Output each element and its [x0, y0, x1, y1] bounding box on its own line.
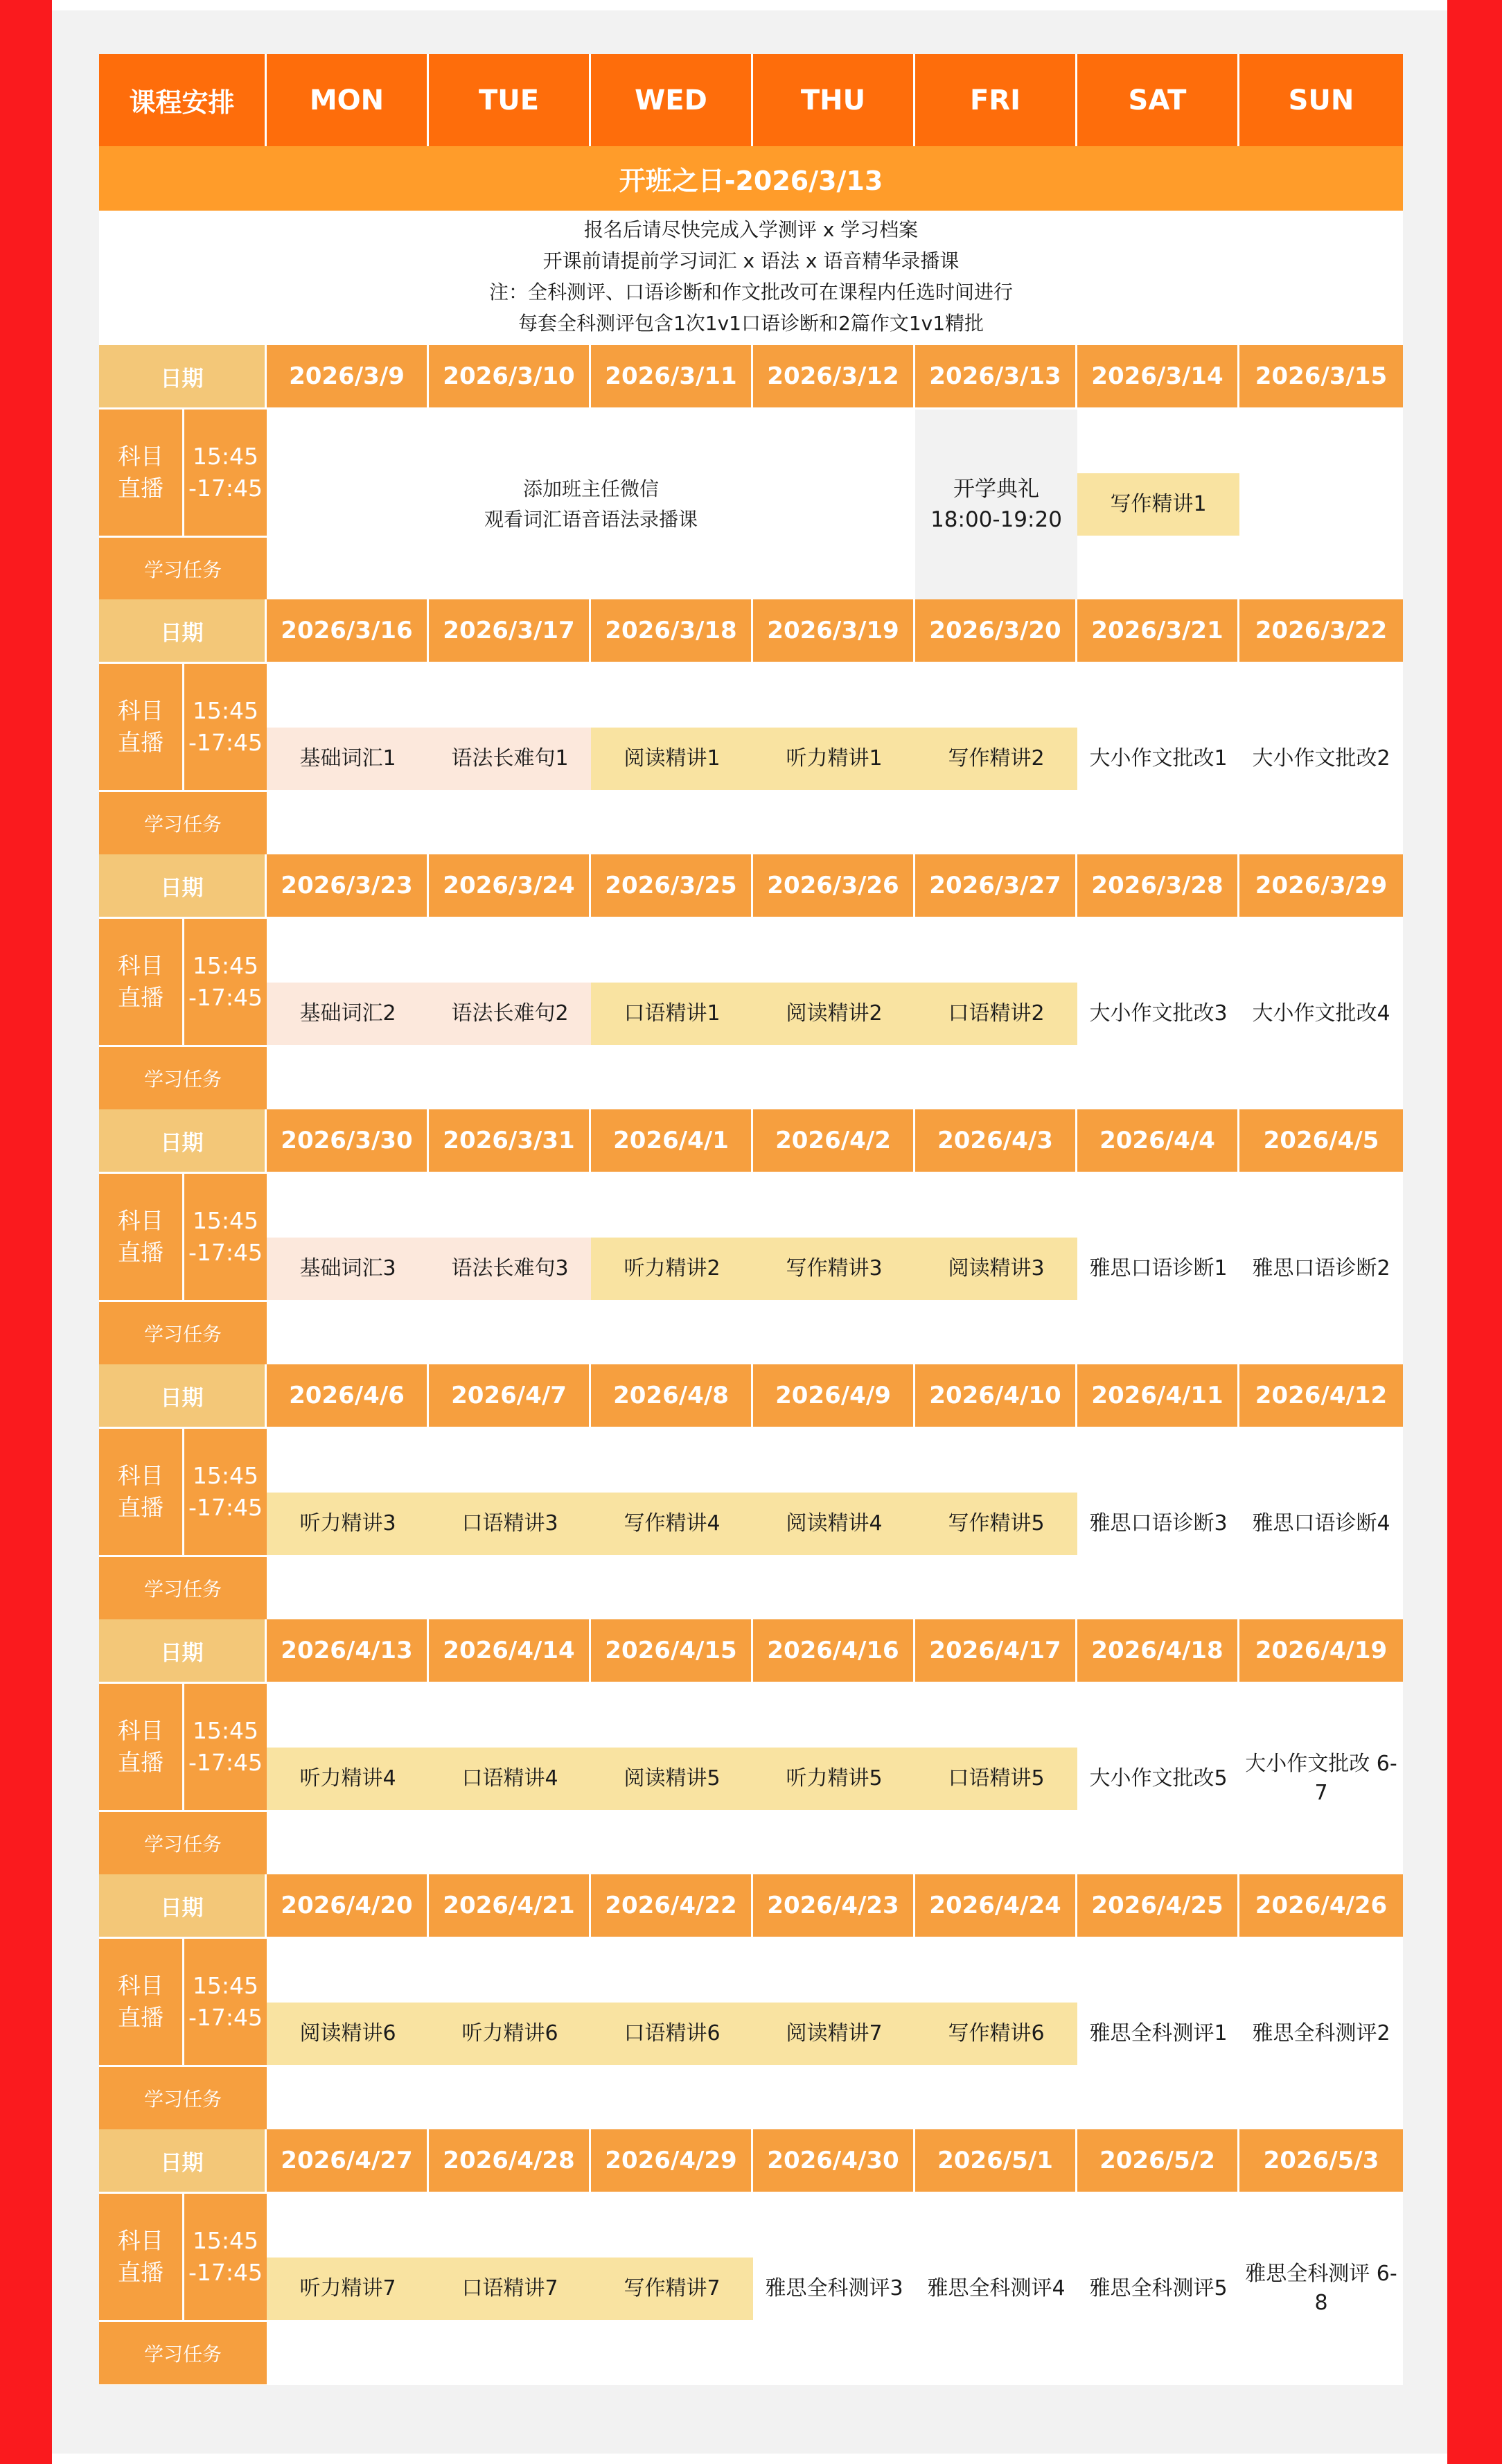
subject-live-label: 科目 直播 — [99, 919, 182, 1045]
date-cell: 2026/4/26 — [1239, 1874, 1403, 1937]
note-line: 报名后请尽快完成入学测评 x 学习档案 — [583, 218, 919, 241]
date-cell: 2026/3/10 — [429, 345, 591, 407]
course-cell: 写作精讲5 — [915, 1493, 1077, 1555]
date-cell: 2026/4/6 — [267, 1364, 429, 1427]
date-label: 日期 — [99, 854, 267, 917]
header-day-tue: TUE — [429, 54, 591, 146]
onboarding-task: 添加班主任微信 观看词汇语音语法录播课 — [267, 410, 915, 599]
study-task-label: 学习任务 — [99, 2320, 267, 2384]
course-cell: 写作精讲3 — [753, 1238, 915, 1300]
date-cell: 2026/4/14 — [429, 1619, 591, 1682]
course-cell: 听力精讲7 — [267, 2258, 429, 2320]
date-label: 日期 — [99, 1364, 267, 1427]
date-cell: 2026/4/11 — [1077, 1364, 1239, 1427]
date-cell: 2026/3/11 — [591, 345, 753, 407]
date-cell: 2026/3/21 — [1077, 599, 1239, 662]
course-cell: 大小作文批改1 — [1077, 728, 1239, 790]
study-task-label: 学习任务 — [99, 1300, 267, 1364]
header-day-sat: SAT — [1077, 54, 1239, 146]
date-cell: 2026/4/12 — [1239, 1364, 1403, 1427]
date-cell: 2026/3/17 — [429, 599, 591, 662]
date-cell: 2026/4/27 — [267, 2129, 429, 2192]
live-time-label: 15:45 -17:45 — [182, 1939, 267, 2065]
live-time-label: 15:45 -17:45 — [182, 2194, 267, 2320]
date-cell: 2026/4/1 — [591, 1109, 753, 1172]
course-cell: 写作精讲4 — [591, 1493, 753, 1555]
course-cell: 雅思口语诊断3 — [1077, 1493, 1239, 1555]
course-cell: 口语精讲7 — [429, 2258, 591, 2320]
header-day-sun: SUN — [1239, 54, 1403, 146]
course-cell: 大小作文批改4 — [1239, 983, 1403, 1045]
date-cell: 2026/4/18 — [1077, 1619, 1239, 1682]
date-cell: 2026/3/15 — [1239, 345, 1403, 407]
date-cell: 2026/4/28 — [429, 2129, 591, 2192]
course-cell: 语法长难句3 — [429, 1238, 591, 1300]
date-cell: 2026/3/30 — [267, 1109, 429, 1172]
study-task-label: 学习任务 — [99, 1555, 267, 1619]
course-cell: 雅思口语诊断2 — [1239, 1238, 1403, 1300]
live-time-label: 15:45 -17:45 — [182, 1174, 267, 1300]
live-time-label: 15:45 -17:45 — [182, 1429, 267, 1555]
date-label: 日期 — [99, 2129, 267, 2192]
course-cell: 听力精讲6 — [429, 2003, 591, 2065]
date-cell: 2026/4/10 — [915, 1364, 1077, 1427]
live-time-label: 15:45 -17:45 — [182, 919, 267, 1045]
date-cell: 2026/4/19 — [1239, 1619, 1403, 1682]
course-cell: 基础词汇2 — [267, 983, 429, 1045]
live-time-label: 15:45 -17:45 — [182, 664, 267, 790]
course-cell: 听力精讲4 — [267, 1748, 429, 1810]
course-cell: 基础词汇1 — [267, 728, 429, 790]
date-cell: 2026/3/18 — [591, 599, 753, 662]
date-label: 日期 — [99, 1874, 267, 1937]
left-red-border — [0, 0, 52, 2464]
course-cell: 听力精讲2 — [591, 1238, 753, 1300]
course-cell: 听力精讲3 — [267, 1493, 429, 1555]
course-cell: 写作精讲6 — [915, 2003, 1077, 2065]
course-cell: 雅思全科测评3 — [753, 2258, 915, 2320]
date-cell: 2026/4/25 — [1077, 1874, 1239, 1937]
date-cell: 2026/3/26 — [753, 854, 915, 917]
right-red-border — [1447, 0, 1502, 2464]
course-cell: 大小作文批改5 — [1077, 1748, 1239, 1810]
date-cell: 2026/4/21 — [429, 1874, 591, 1937]
header-day-mon: MON — [267, 54, 429, 146]
note-line: 注：全科测评、口语诊断和作文批改可在课程内任选时间进行 — [488, 281, 1013, 303]
course-cell: 雅思全科测评4 — [915, 2258, 1077, 2320]
study-task-label: 学习任务 — [99, 790, 267, 854]
course-cell: 语法长难句2 — [429, 983, 591, 1045]
date-cell: 2026/4/3 — [915, 1109, 1077, 1172]
header-corner: 课程安排 — [99, 54, 267, 146]
date-cell: 2026/5/3 — [1239, 2129, 1403, 2192]
date-cell: 2026/4/29 — [591, 2129, 753, 2192]
subject-live-label: 科目 直播 — [99, 2194, 182, 2320]
date-cell: 2026/4/30 — [753, 2129, 915, 2192]
course-cell: 写作精讲7 — [591, 2258, 753, 2320]
study-task-label: 学习任务 — [99, 536, 267, 599]
study-task-label: 学习任务 — [99, 2065, 267, 2129]
course-cell: 阅读精讲4 — [753, 1493, 915, 1555]
date-cell: 2026/4/23 — [753, 1874, 915, 1937]
subject-live-label: 科目 直播 — [99, 664, 182, 790]
note-line: 每套全科测评包含1次1v1口语诊断和2篇作文1v1精批 — [518, 312, 984, 335]
date-cell: 2026/5/1 — [915, 2129, 1077, 2192]
date-cell: 2026/3/12 — [753, 345, 915, 407]
course-cell: 大小作文批改3 — [1077, 983, 1239, 1045]
date-label: 日期 — [99, 599, 267, 662]
date-cell: 2026/3/23 — [267, 854, 429, 917]
date-cell: 2026/3/28 — [1077, 854, 1239, 917]
study-task-label: 学习任务 — [99, 1045, 267, 1109]
opening-ceremony: 开学典礼 18:00-19:20 — [915, 410, 1077, 599]
course-cell: 雅思口语诊断1 — [1077, 1238, 1239, 1300]
live-time-label: 15:45 -17:45 — [182, 1684, 267, 1810]
course-cell: 阅读精讲7 — [753, 2003, 915, 2065]
date-label: 日期 — [99, 1109, 267, 1172]
opening-day-banner: 开班之日-2026/3/13 — [99, 146, 1403, 211]
header-day-thu: THU — [753, 54, 915, 146]
date-cell: 2026/3/27 — [915, 854, 1077, 917]
course-cell: 口语精讲2 — [915, 983, 1077, 1045]
date-cell: 2026/3/19 — [753, 599, 915, 662]
study-task-label: 学习任务 — [99, 1810, 267, 1874]
course-cell: 听力精讲1 — [753, 728, 915, 790]
course-cell: 阅读精讲1 — [591, 728, 753, 790]
course-cell: 雅思全科测评5 — [1077, 2258, 1239, 2320]
subject-live-label: 科目 直播 — [99, 1174, 182, 1300]
course-cell: 基础词汇3 — [267, 1238, 429, 1300]
notes-block — [99, 211, 1403, 342]
date-cell: 2026/5/2 — [1077, 2129, 1239, 2192]
date-label: 日期 — [99, 1619, 267, 1682]
header-day-wed: WED — [591, 54, 753, 146]
date-cell: 2026/3/20 — [915, 599, 1077, 662]
course-cell: 雅思口语诊断4 — [1239, 1493, 1403, 1555]
date-cell: 2026/3/13 — [915, 345, 1077, 407]
date-cell: 2026/4/20 — [267, 1874, 429, 1937]
course-cell: 听力精讲5 — [753, 1748, 915, 1810]
date-cell: 2026/4/15 — [591, 1619, 753, 1682]
course-cell: 口语精讲5 — [915, 1748, 1077, 1810]
course-cell: 写作精讲2 — [915, 728, 1077, 790]
date-label: 日期 — [99, 345, 267, 407]
date-cell: 2026/3/31 — [429, 1109, 591, 1172]
date-cell: 2026/4/24 — [915, 1874, 1077, 1937]
date-cell: 2026/3/22 — [1239, 599, 1403, 662]
date-cell: 2026/3/14 — [1077, 345, 1239, 407]
course-cell: 口语精讲4 — [429, 1748, 591, 1810]
subject-live-label: 科目 直播 — [99, 1429, 182, 1555]
date-cell: 2026/3/29 — [1239, 854, 1403, 917]
course-cell: 阅读精讲5 — [591, 1748, 753, 1810]
date-cell: 2026/4/22 — [591, 1874, 753, 1937]
live-time-label: 15:45 -17:45 — [182, 410, 267, 536]
course-cell: 写作精讲1 — [1077, 473, 1239, 536]
header-day-fri: FRI — [915, 54, 1077, 146]
course-cell: 雅思全科测评2 — [1239, 2003, 1403, 2065]
subject-live-label: 科目 直播 — [99, 410, 182, 536]
course-cell: 阅读精讲2 — [753, 983, 915, 1045]
date-cell: 2026/4/5 — [1239, 1109, 1403, 1172]
course-cell: 大小作文批改2 — [1239, 728, 1403, 790]
course-cell: 阅读精讲6 — [267, 2003, 429, 2065]
subject-live-label: 科目 直播 — [99, 1939, 182, 2065]
course-cell: 雅思全科测评1 — [1077, 2003, 1239, 2065]
date-cell: 2026/4/16 — [753, 1619, 915, 1682]
course-cell: 口语精讲3 — [429, 1493, 591, 1555]
date-cell: 2026/3/9 — [267, 345, 429, 407]
schedule-sheet — [99, 54, 1403, 2385]
date-cell: 2026/4/7 — [429, 1364, 591, 1427]
date-cell: 2026/4/4 — [1077, 1109, 1239, 1172]
subject-live-label: 科目 直播 — [99, 1684, 182, 1810]
date-cell: 2026/4/8 — [591, 1364, 753, 1427]
course-cell: 口语精讲6 — [591, 2003, 753, 2065]
date-cell: 2026/4/13 — [267, 1619, 429, 1682]
course-cell: 语法长难句1 — [429, 728, 591, 790]
date-cell: 2026/3/25 — [591, 854, 753, 917]
date-cell: 2026/3/16 — [267, 599, 429, 662]
date-cell: 2026/4/9 — [753, 1364, 915, 1427]
note-line: 开课前请提前学习词汇 x 语法 x 语音精华录播课 — [542, 249, 960, 272]
date-cell: 2026/4/2 — [753, 1109, 915, 1172]
course-cell: 雅思全科测评 6-8 — [1239, 2258, 1403, 2320]
date-cell: 2026/4/17 — [915, 1619, 1077, 1682]
date-cell: 2026/3/24 — [429, 854, 591, 917]
course-cell: 口语精讲1 — [591, 983, 753, 1045]
course-cell: 阅读精讲3 — [915, 1238, 1077, 1300]
schedule-grid — [99, 54, 1403, 2385]
course-cell: 大小作文批改 6-7 — [1239, 1748, 1403, 1810]
